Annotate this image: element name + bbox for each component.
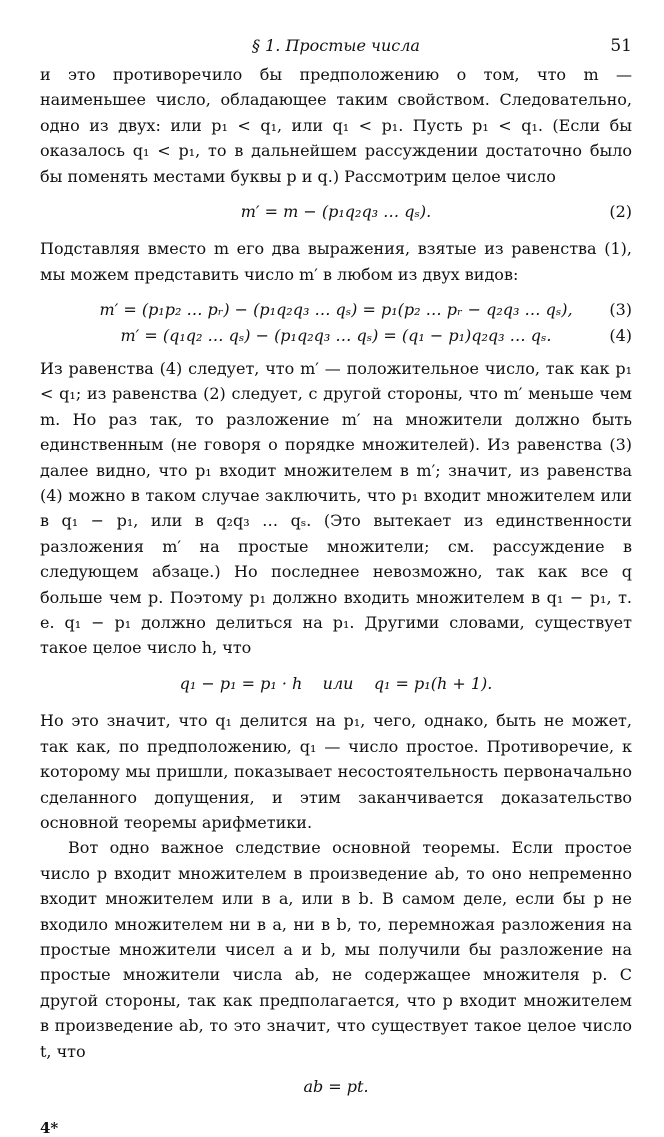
running-head [40,36,632,62]
equation-2-tag: (2) [609,202,632,222]
equation-4 [40,323,632,348]
equation-3 [40,297,632,322]
equation-4-tag: (4) [609,325,632,345]
paragraph-4: Но это значит, что q₁ делится на p₁, чего, однако, быть не может, так как, по предположению, q₁ — число простое. Противоречие, к которому мы пришли, показывает несостоятельность первоначально сделанного допущения, и этим заканчивается доказательство основной теоремы арифметики. [40,711,632,832]
paragraph-1: и это противоречило бы предположению о том, что m — наименьшее число, обладающее таким свойством. Следовательно, одно из двух: или p₁ < q₁, или q₁ < p₁. Пусть p₁ < q₁. (Если бы оказалось q₁ < p₁, то в дальнейшем рассуждении достаточно было бы поменять местами буквы p и q.) Рассмотрим целое число [40,65,632,186]
paragraph-3: Из равенства (4) следует, что m′ — положительное число, так как p₁ < q₁; из равенства (2) следует, с другой стороны, что m′ меньше чем m. Но раз так, то разложение m′ на множители должно быть единственным (не говоря о порядке множителей). Из равенства (3) далее видно, что p₁ входит множителем в m′; значит, из равенства (4) можно в таком случае заключить, что p₁ входит множителем или в q₁ − p₁, или в q₂q₃ … qₛ. (Это вытекает из единственности разложения m′ на простые множители; см. рассуждение в следующем абзаце.) Но последнее невозможно, так как все q больше чем p. Поэтому p₁ должно входить множителем в q₁ − p₁, т. е. q₁ − p₁ должно делиться на p₁. Другими словами, существует такое целое число h, что [40,359,632,658]
book-page [40,36,632,1137]
chapter-section-title: § 1. Простые числа [252,36,420,55]
equation-h-body: q₁ − p₁ = p₁ · h или q₁ = p₁(h + 1). [179,673,493,693]
equation-3-body: m′ = (p₁p₂ … pᵣ) − (p₁q₂q₃ … qₛ) = p₁(p₂ … pᵣ − q₂q₃ … qₛ), [99,300,573,320]
equation-h [40,671,632,696]
equation-block-3-4 [40,297,632,348]
equation-4-body: m′ = (q₁q₂ … qₛ) − (p₁q₂q₃ … qₛ) = (q₁ − p₁)q₂q₃ … qₛ. [120,325,552,345]
page-number: 51 [610,36,632,56]
paragraph-5: Вот одно важное следствие основной теоремы. Если простое число p входит множителем в произведение ab, то оно непременно входит множителем или в a, или в b. В самом деле, если бы p не входило множителем ни в a, ни в b, то, перемножая разложения на простые множители чисел a и b, мы получили бы разложение на простые множители числа ab, не содержащее множителя p. С другой стороны, так как предполагается, что p входит множителем в произведение ab, то это значит, что существует такое целое число t, что [40,838,632,1061]
equation-3-tag: (3) [609,300,632,320]
paragraph-2: Подставляя вместо m его два выражения, взятые из равенства (1), мы можем представить число m′ в любом из двух видов: [40,239,632,284]
equation-2-body: m′ = m − (p₁q₂q₃ … qₛ). [240,202,432,222]
equation-ab [40,1074,632,1099]
equation-2 [40,199,632,224]
printer-signature: 4* [40,1119,59,1137]
equation-ab-body: ab = pt. [303,1076,369,1096]
